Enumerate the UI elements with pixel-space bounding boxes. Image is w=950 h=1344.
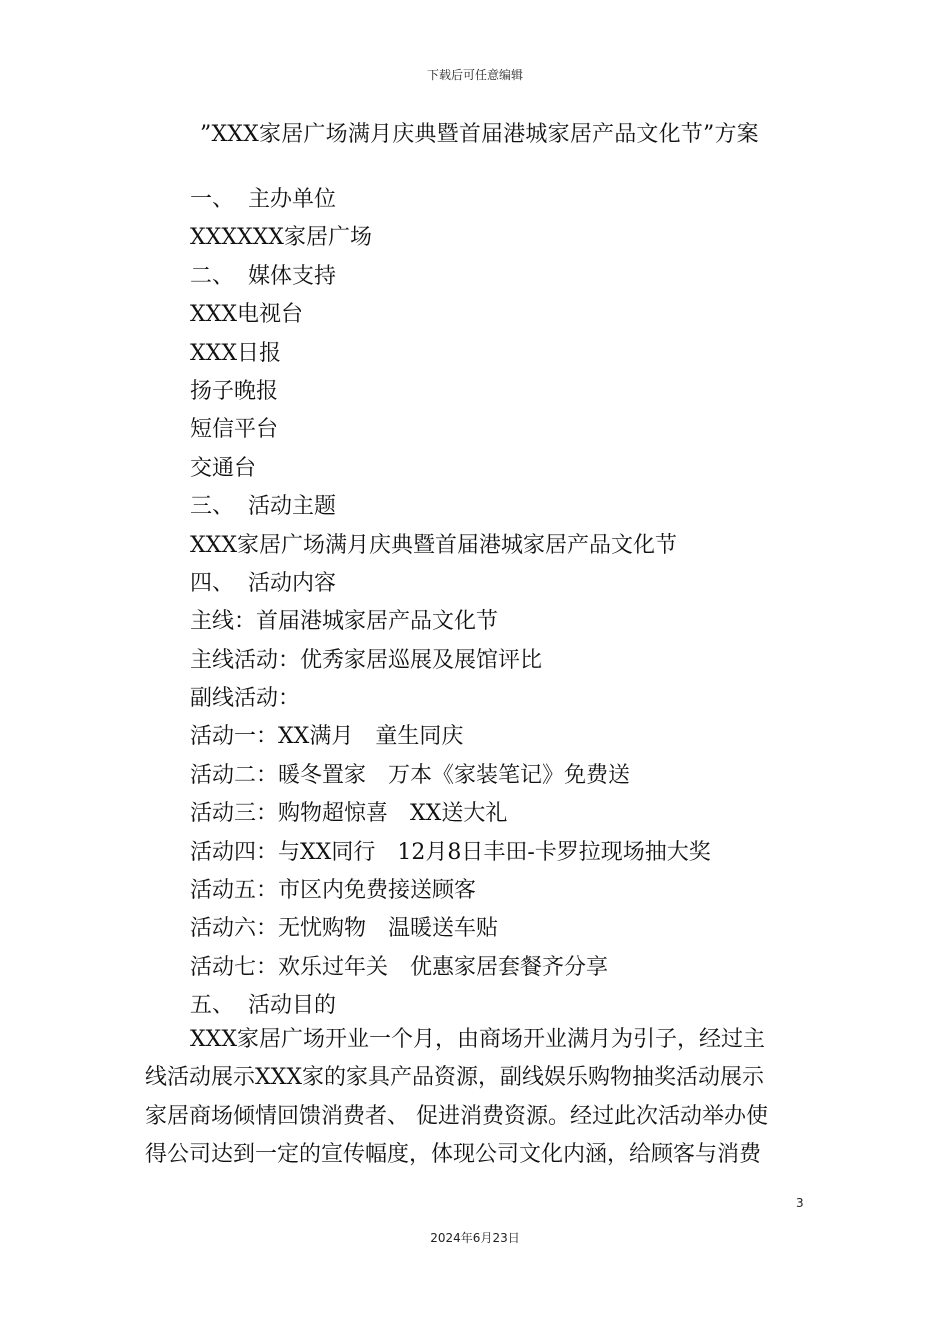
footer-date: 2024年6月23日 [430, 1231, 520, 1245]
section-heading [190, 488, 840, 526]
line-text: XXX电视台 [190, 302, 303, 328]
header-note: 下载后可任意编辑 [426, 68, 523, 82]
line-text: 活动主题 [248, 494, 337, 520]
line-text: 活动内容 [248, 570, 337, 596]
line-text: XXXXXX家居广场 [190, 225, 372, 251]
paragraph-line: 线活动展示XXX家的家具产品资源，副线娱乐购物抽奖活动展示 [145, 1065, 764, 1091]
line-text: 活动五：市区内免费接送顾客 [190, 878, 477, 904]
line-text: 活动四：与XX同行 12月8日丰田-卡罗拉现场抽大奖 [190, 839, 711, 865]
line-text: 媒体支持 [248, 263, 337, 289]
line-text: 活动七：欢乐过年关 优惠家居套餐齐分享 [190, 954, 609, 980]
section-number: 一、 [190, 187, 235, 212]
outline-line [190, 373, 840, 411]
line-text: 活动六：无忧购物 温暖送车贴 [190, 916, 499, 942]
section-number: 五、 [190, 993, 235, 1019]
outline-line [190, 680, 840, 718]
line-text: 扬子晚报 [190, 378, 279, 404]
section-heading [190, 565, 840, 603]
outline-line [190, 795, 840, 833]
section-number: 四、 [190, 570, 235, 596]
line-text: 主线活动：优秀家居巡展及展馆评比 [190, 647, 543, 673]
line-text: 副线活动： [190, 686, 301, 712]
paragraph-line: XXX家居广场开业一个月，由商场开业满月为引子，经过主 [190, 1027, 765, 1052]
outline-line [190, 527, 840, 565]
outline-line [190, 757, 840, 795]
section-number: 三、 [190, 494, 235, 520]
outline-line [190, 872, 840, 910]
paragraph-line: 得公司达到一定的宣传幅度，体现公司文化内涵，给顾客与消费 [145, 1142, 762, 1168]
line-text: 主办单位 [248, 187, 337, 212]
outline-line [190, 603, 840, 641]
outline-line [190, 949, 840, 987]
section-heading [190, 258, 840, 296]
line-text: 活动目的 [248, 993, 337, 1019]
outline-line [190, 642, 840, 680]
paragraph-line: 家居商场倾情回馈消费者、 促进消费资源。经过此次活动举办使 [145, 1103, 768, 1129]
outline-line [190, 910, 840, 948]
outline-line [190, 718, 840, 756]
line-text: 活动二：暖冬置家 万本《家装笔记》免费送 [190, 762, 631, 788]
line-text: 活动三：购物超惊喜 XX送大礼 [190, 801, 508, 827]
outline-line [190, 834, 840, 872]
line-text: XXX日报 [190, 340, 281, 366]
section-heading [190, 181, 840, 219]
section-heading [190, 987, 840, 1025]
outline-line [190, 411, 840, 449]
outline-section [190, 181, 840, 1026]
line-text: XXX家居广场满月庆典暨首届港城家居产品文化节 [190, 532, 677, 558]
purpose-paragraph [145, 1021, 810, 1175]
line-text: 交通台 [190, 455, 257, 481]
section-number: 二、 [190, 263, 235, 289]
outline-line [190, 219, 840, 257]
line-text: 主线：首届港城家居产品文化节 [190, 609, 499, 635]
line-text: 短信平台 [190, 417, 279, 443]
outline-line [190, 296, 840, 334]
outline-line [190, 450, 840, 488]
line-text: 活动一：XX满月 童生同庆 [190, 724, 464, 750]
outline-line [190, 335, 840, 373]
document-title: ”XXX家居广场满月庆典暨首届港城家居产品文化节”方案 [200, 122, 759, 147]
page-number: 3 [796, 1196, 804, 1210]
